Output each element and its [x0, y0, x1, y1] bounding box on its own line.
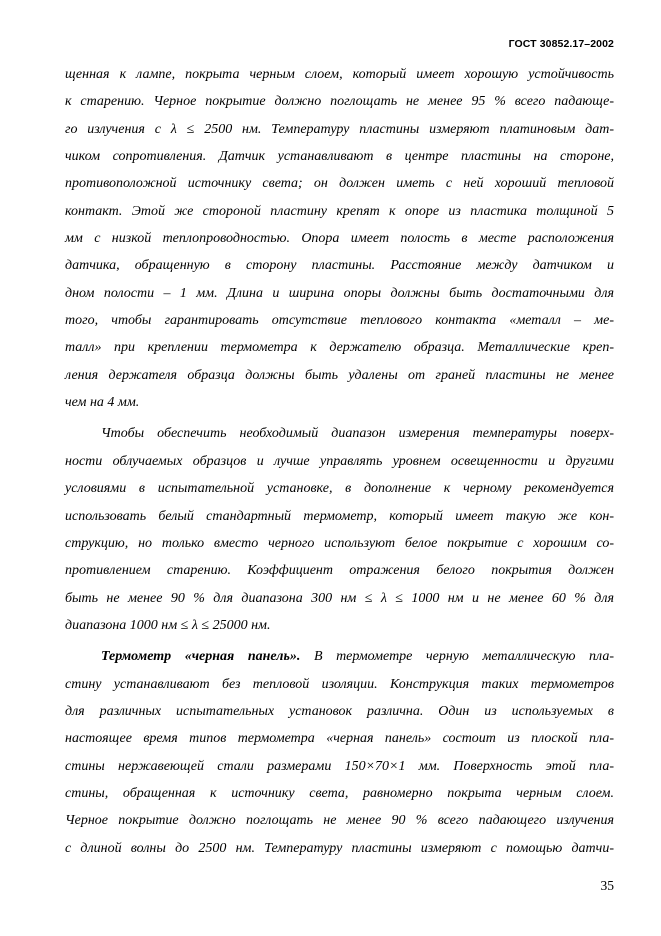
text-line: щенная к лампе, покрыта черным слоем, который имеет хорошую устойчивость: [65, 67, 614, 82]
text-line: условиями в испытательной установке, в дополнение к черному рекомендуется: [65, 481, 614, 497]
text-line: ности облучаемых образцов и лучше управлять уровнем освещенности и другими: [65, 453, 614, 469]
text-line: контакт. Этой же стороной пластину крепят к опоре из пластика толщиной 5: [65, 203, 614, 219]
heading-continuation: В термометре черную металлическую пла-: [300, 649, 614, 665]
text-line: стины нержавеющей стали размерами 150×70×1 мм. Поверхность этой пла-: [65, 758, 614, 774]
text-line: ления держателя образца должны быть удалены от граней пластины не менее: [65, 367, 614, 383]
body-text: [65, 61, 614, 862]
text-line: диапазона 1000 нм ≤ λ ≤ 25000 нм.: [65, 617, 271, 633]
text-line: противоположной источнику света; он должен иметь с ней хороший тепловой: [65, 176, 614, 192]
text-line: [65, 643, 614, 670]
text-line: противлением старению. Коэффициент отражения белого покрытия должен: [65, 563, 614, 579]
text-line: того, чтобы гарантировать отсутствие теплового контакта «металл – ме-: [65, 313, 614, 329]
text-line: стины, обращенная к источнику света, равномерно покрыта черным слоем.: [65, 785, 614, 801]
text-line: чем на 4 мм.: [65, 395, 140, 411]
text-line: к старению. Черное покрытие должно поглощать не менее 95 % всего падающе-: [65, 94, 614, 110]
text-line: датчика, обращенную в сторону пластины. Расстояние между датчиком и: [65, 258, 614, 274]
paragraph-1: [65, 61, 614, 416]
paragraph-3: [65, 643, 614, 862]
text-line: талл» при креплении термометра к держателю образца. Металлические креп-: [65, 340, 614, 356]
text-line: настоящее время типов термометра «черная панель» состоит из плоской пла-: [65, 731, 614, 747]
paragraph-2: [65, 420, 614, 639]
text-line: Черное покрытие должно поглощать не менее 90 % всего падающего излучения: [65, 813, 614, 829]
section-heading: Термометр «черная панель».: [101, 649, 301, 665]
text-line: струкцию, но только вместо черного используют белое покрытие с хорошим со-: [65, 535, 614, 551]
text-line: быть не менее 90 % для диапазона 300 нм ≤ λ ≤ 1000 нм и не менее 60 % для: [65, 590, 614, 606]
text-line: го излучения с λ ≤ 2500 нм. Температуру пластины измеряют платиновым дат-: [65, 121, 614, 137]
text-line: чиком сопротивления. Датчик устанавливают в центре пластины на стороне,: [65, 149, 614, 165]
page-number: 35: [600, 878, 614, 893]
text-line: стину устанавливают без тепловой изоляции. Конструкция таких термометров: [65, 676, 614, 692]
text-line: для различных испытательных установок различна. Один из используемых в: [65, 703, 614, 719]
standard-header: ГОСТ 30852.17–2002: [508, 38, 614, 50]
text-line: с длиной волны до 2500 нм. Температуру пластины измеряют с помощью датчи-: [65, 840, 614, 856]
text-line: дном полости – 1 мм. Длина и ширина опоры должны быть достаточными для: [65, 285, 614, 301]
text-line: Чтобы обеспечить необходимый диапазон измерения температуры поверх-: [101, 426, 614, 442]
text-line: использовать белый стандартный термометр, который имеет такую же кон-: [65, 508, 614, 524]
text-line: мм с низкой теплопроводностью. Опора имеет полость в месте расположения: [65, 231, 614, 247]
